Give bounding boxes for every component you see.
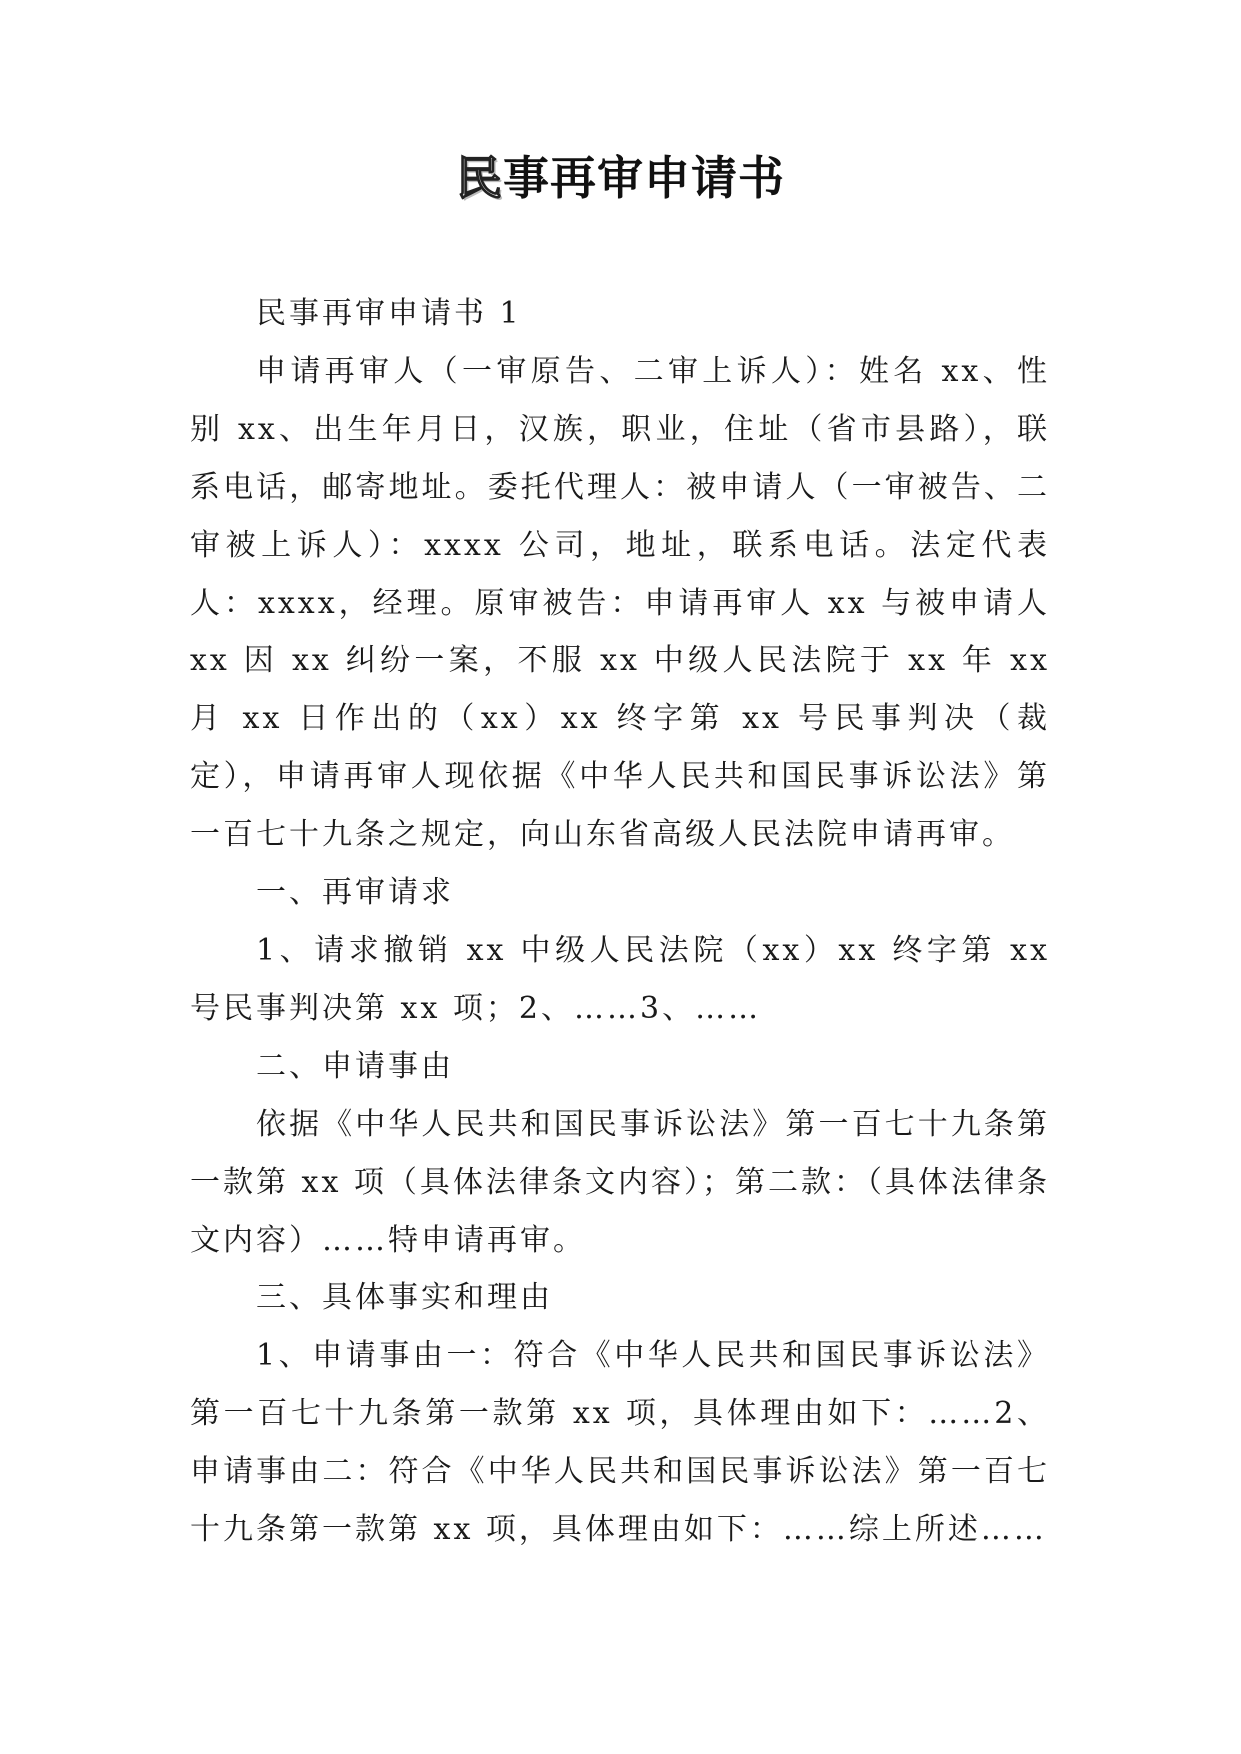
section-heading-grounds: 二、申请事由 xyxy=(256,1048,454,1084)
section-heading-retrial-request: 一、再审请求 xyxy=(256,875,454,911)
title-rest: 事再审申请书 xyxy=(503,151,785,205)
section-heading-facts-reasons: 三、具体事实和理由 xyxy=(256,1280,553,1316)
paragraph-heading-1: 民事再审申请书 1 xyxy=(256,296,522,331)
paragraph-applicant-info: 申请再审人（一审原告、二审上诉人）：姓名 xx、性别 xx、出生年月日，汉族，职业，住址（省市县路），联系电话，邮寄地址。委托代理人：被申请人（一审被告、二审被上诉人）：xxxx 公司，地址，联系电话。法定代表人：xxxx，经理。原审被告：申请再审人 xx 与被申请人 xx 因 xx 纠纷一案，不服 xx 中级人民法院于 xx 年 xx 月 xx 日作出的（xx）xx 终字第 xx 号民事判决（裁定），申请再审人现依据《中华人民共和国民事诉讼法》第一百七十九条之规定，向山东省高级人民法院申请再审。 xyxy=(190,353,1050,853)
document-title xyxy=(0,148,1241,208)
paragraph-facts-reasons: 1、申请事由一：符合《中华人民共和国民事诉讼法》第一百七十九条第一款第 xx 项，具体理由如下：……2、申请事由二：符合《中华人民共和国民事诉讼法》第一百七十九条第一款第 xx 项，具体理由如下：……综上所述…… xyxy=(190,1338,1050,1548)
title-first-char: 民 xyxy=(456,151,503,205)
paragraph-retrial-request: 1、请求撤销 xx 中级人民法院（xx）xx 终字第 xx 号民事判决第 xx 项；2、……3、…… xyxy=(190,932,1050,1026)
document-body xyxy=(190,285,1050,1559)
paragraph-grounds: 依据《中华人民共和国民事诉讼法》第一百七十九条第一款第 xx 项（具体法律条文内容）；第二款：（具体法律条文内容）……特申请再审。 xyxy=(190,1106,1050,1258)
